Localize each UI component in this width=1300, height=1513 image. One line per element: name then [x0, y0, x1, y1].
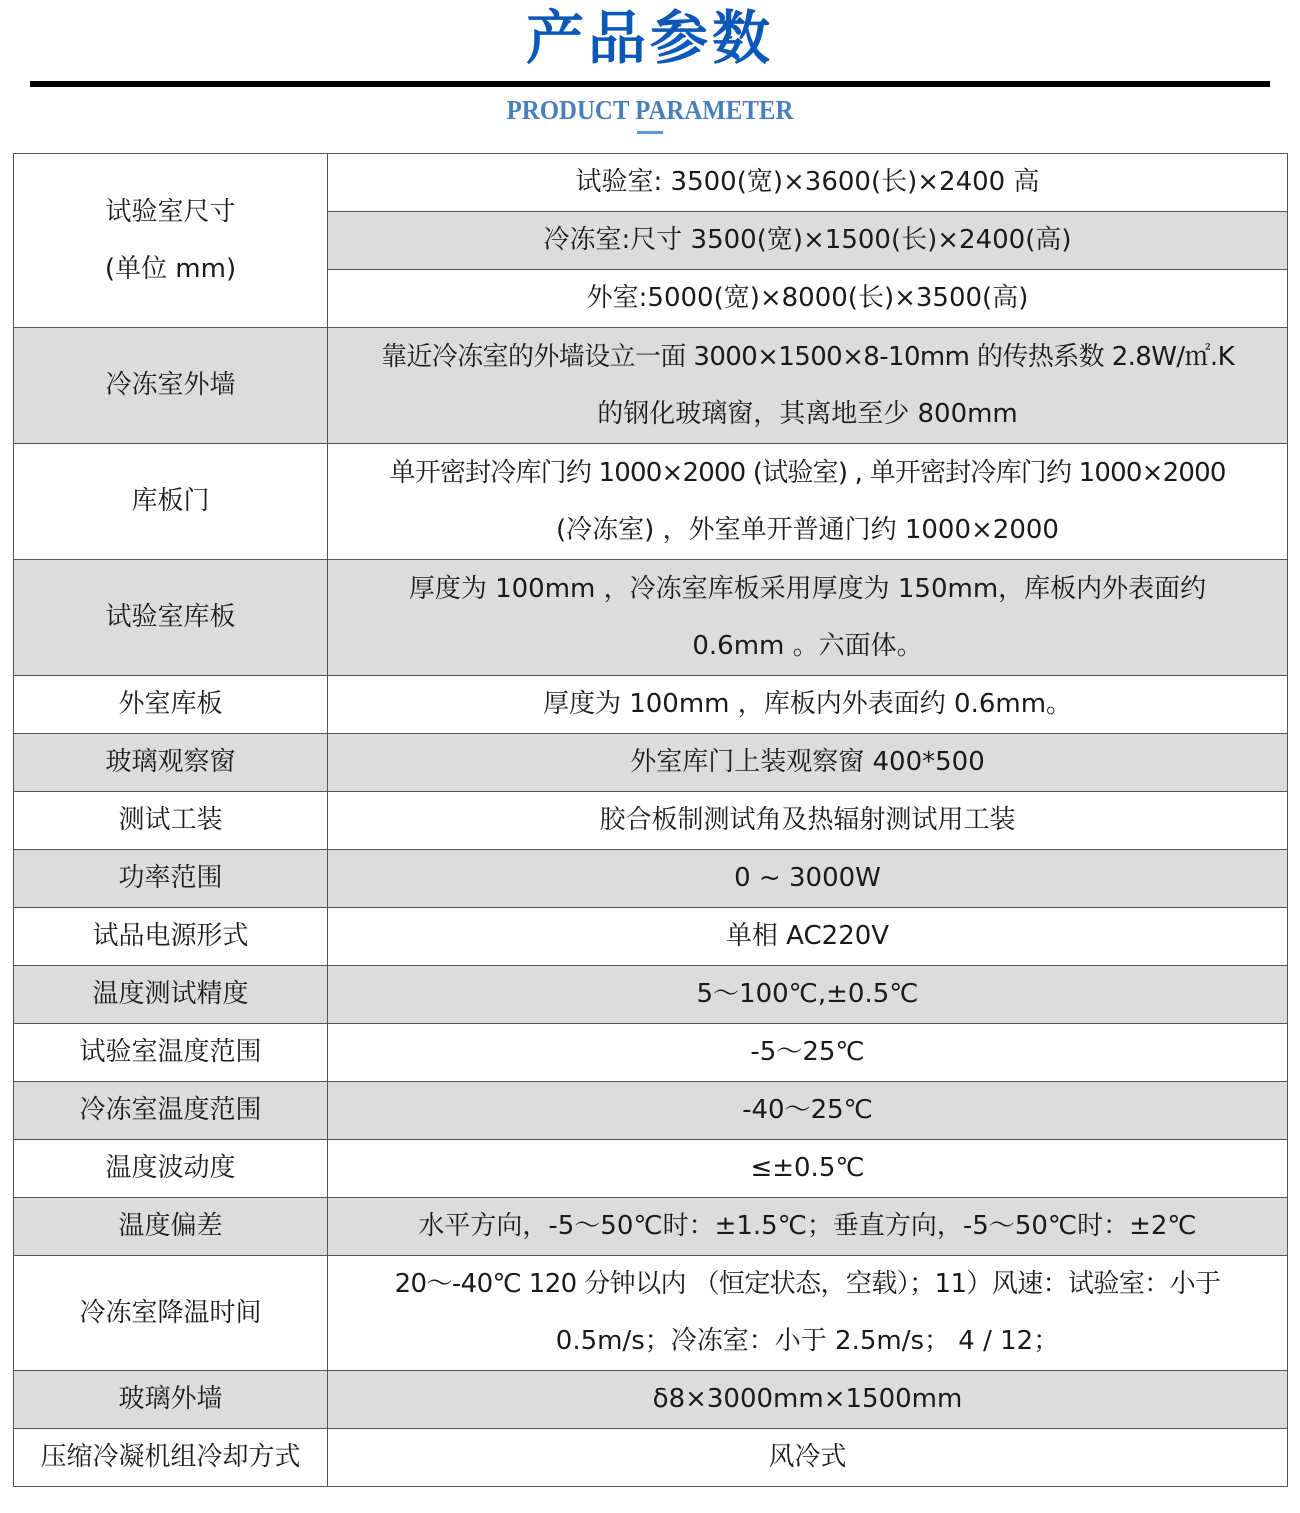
row-value — [328, 328, 1288, 444]
row-value: 单相 AC220V — [328, 908, 1288, 966]
table-row — [14, 792, 1288, 850]
table-row — [14, 328, 1288, 444]
label-line: (单位 mm) — [104, 253, 237, 284]
value-line: 0.5m/s；冷冻室：小于 2.5m/s； 4 / 12； — [555, 1326, 1060, 1356]
table-row — [14, 676, 1288, 734]
table-row — [14, 1256, 1288, 1371]
table-row — [14, 908, 1288, 966]
page-title: 产品参数 — [525, 4, 774, 72]
row-label: 玻璃外墙 — [14, 1371, 328, 1429]
row-value: 冷冻室:尺寸 3500(宽)×1500(长)×2400(高) — [328, 212, 1288, 270]
row-label: 冷冻室温度范围 — [14, 1082, 328, 1140]
row-value: -40～25℃ — [328, 1082, 1288, 1140]
row-value: 厚度为 100mm ，库板内外表面约 0.6mm。 — [328, 676, 1288, 734]
label-line: 试验室尺寸 — [105, 196, 236, 227]
row-value: 胶合板制测试角及热辐射测试用工装 — [328, 792, 1288, 850]
row-label: 温度偏差 — [14, 1198, 328, 1256]
value-line: 靠近冷冻室的外墙设立一面 3000×1500×8-10mm 的传热系数 2.8W/㎡.K — [380, 341, 1235, 372]
row-value — [328, 560, 1288, 676]
table-row — [14, 1140, 1288, 1198]
table-row — [14, 1198, 1288, 1256]
table-row — [14, 734, 1288, 792]
title-divider — [30, 81, 1270, 87]
row-label: 试品电源形式 — [14, 908, 328, 966]
value-line: 单开密封冷库门约 1000×2000 (试验室) , 单开密封冷库门约 1000×2000 — [389, 457, 1226, 488]
row-label: 冷冻室降温时间 — [14, 1256, 328, 1371]
table-row — [14, 560, 1288, 676]
row-value: -5～25℃ — [328, 1024, 1288, 1082]
row-label: 库板门 — [14, 444, 328, 560]
row-value: ≤±0.5℃ — [328, 1140, 1288, 1198]
value-line: (冷冻室) ，外室单开普通门约 1000×2000 — [556, 514, 1059, 545]
row-value: 5～100℃,±0.5℃ — [328, 966, 1288, 1024]
accent-dash — [637, 131, 663, 134]
value-line: 厚度为 100mm ，冷冻室库板采用厚度为 150mm，库板内外表面约 — [408, 573, 1207, 604]
row-label: 功率范围 — [14, 850, 328, 908]
row-value: δ8×3000mm×1500mm — [328, 1371, 1288, 1429]
row-label: 外室库板 — [14, 676, 328, 734]
row-label: 试验室库板 — [14, 560, 328, 676]
row-label: 试验室温度范围 — [14, 1024, 328, 1082]
row-value — [328, 1256, 1288, 1371]
value-line: 0.6mm 。六面体。 — [692, 630, 923, 661]
row-value: 外室:5000(宽)×8000(长)×3500(高) — [328, 270, 1288, 328]
page-subtitle: PRODUCT PARAMETER — [506, 95, 794, 125]
value-line: 20～-40℃ 120 分钟以内 （恒定状态，空载）；11）风速：试验室：小于 — [394, 1269, 1221, 1299]
table-row — [14, 444, 1288, 560]
row-label: 冷冻室外墙 — [14, 328, 328, 444]
row-label: 温度测试精度 — [14, 966, 328, 1024]
row-label — [14, 154, 328, 328]
row-value — [328, 444, 1288, 560]
row-value: 外室库门上装观察窗 400*500 — [328, 734, 1288, 792]
table-row — [14, 1429, 1288, 1487]
row-value: 风冷式 — [328, 1429, 1288, 1487]
row-value: 试验室: 3500(宽)×3600(长)×2400 高 — [328, 154, 1288, 212]
row-label: 温度波动度 — [14, 1140, 328, 1198]
table-row — [14, 850, 1288, 908]
table-row — [14, 966, 1288, 1024]
table-row — [14, 1024, 1288, 1082]
value-line: 的钢化玻璃窗，其离地至少 800mm — [597, 398, 1018, 429]
row-label: 压缩冷凝机组冷却方式 — [14, 1429, 328, 1487]
table-row — [14, 1371, 1288, 1429]
table-row — [14, 1082, 1288, 1140]
row-value: 水平方向，-5～50℃时：±1.5℃；垂直方向，-5～50℃时：±2℃ — [328, 1198, 1288, 1256]
row-label: 测试工装 — [14, 792, 328, 850]
table-row — [14, 154, 1288, 212]
row-value: 0 ~ 3000W — [328, 850, 1288, 908]
product-parameter-table — [13, 153, 1288, 1487]
row-label: 玻璃观察窗 — [14, 734, 328, 792]
